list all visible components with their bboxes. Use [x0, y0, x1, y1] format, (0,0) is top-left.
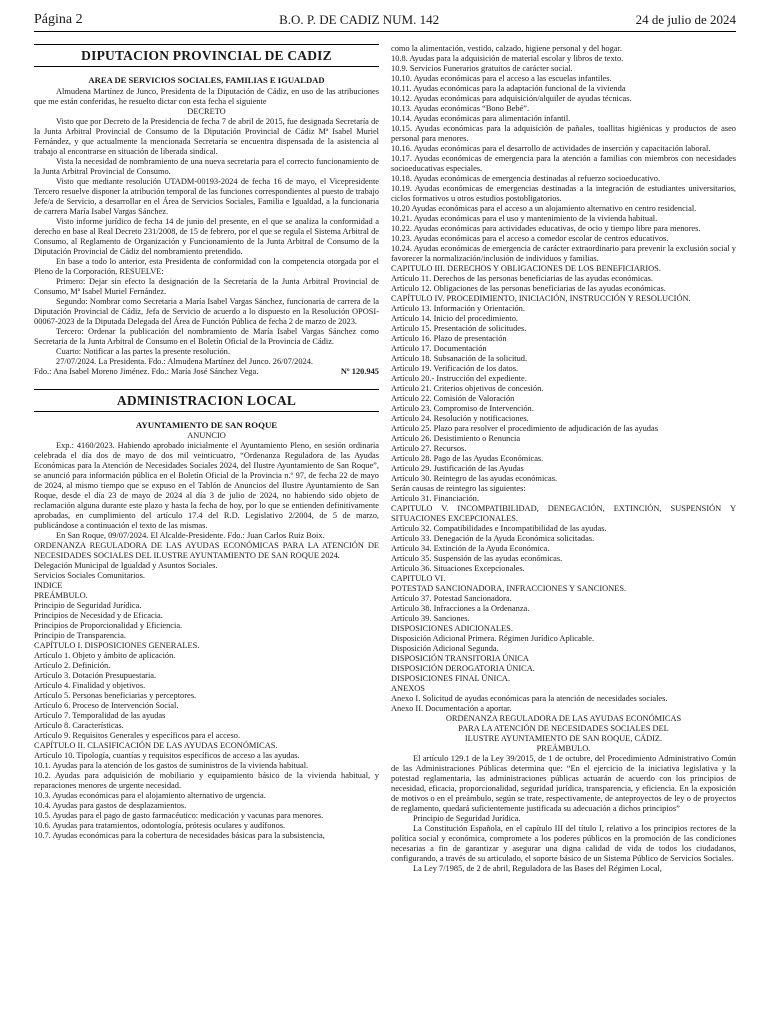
index-line: 10.5. Ayudas para el pago de gasto farmacéutico: medicación y vacunas para menores.	[34, 811, 324, 820]
index-line: Artículo 8. Características.	[34, 721, 124, 730]
index-line: Artículo 21. Criterios objetivos de concesión.	[391, 384, 544, 393]
index-line: Artículo 2. Definición.	[34, 661, 111, 670]
index-line: Servicios Sociales Comunitarios.	[34, 571, 145, 580]
index-line: Artículo 36. Situaciones Excepcionales.	[391, 564, 525, 573]
index-line: PREÁMBULO.	[34, 591, 88, 600]
ordinance-index	[34, 541, 379, 841]
page-columns	[34, 44, 736, 1020]
index-line: 10.22. Ayudas económicas para actividades educativas, de ocio y tiempo libre para menores.	[391, 224, 701, 233]
index-line: Serán causas de reintegro las siguientes:	[391, 484, 526, 493]
index-line: Artículo 34. Extinción de la Ayuda Económica.	[391, 544, 550, 553]
index-line: Disposición Adicional Segunda.	[391, 644, 499, 653]
signature-line	[34, 367, 379, 377]
index-line: CAPÍTULO IV. PROCEDIMIENTO, INICIACIÓN, INSTRUCCIÓN Y RESOLUCIÓN.	[391, 294, 691, 303]
index-line: 10.11. Ayudas económicas para la adaptación funcional de la vivienda	[391, 84, 626, 93]
index-line: 10.8. Ayudas para la adquisición de material escolar y libros de texto.	[391, 54, 624, 63]
ordinance-title-line: ORDENANZA REGULADORA DE LAS AYUDAS ECONÓMICAS	[445, 714, 682, 723]
index-line: Anexo I. Solicitud de ayudas económicas para la atención de necesidades sociales.	[391, 694, 668, 703]
index-line: 10.4. Ayudas para gastos de desplazamientos.	[34, 801, 187, 810]
index-line: CAPÍTULO II. CLASIFICACIÓN DE LAS AYUDAS ECONÓMICAS.	[34, 741, 278, 750]
announcement-number: Nº 120.945	[340, 367, 379, 376]
index-line: Artículo 5. Personas beneficiarias y perceptores.	[34, 691, 197, 700]
decree-paragraph: Visto que mediante resolución UTADM-00193-2024 de fecha 16 de mayo, el Vicepresidente Tercero resuelve disponer la atribución temporal de las funciones correspondientes al puesto de trabajo Jefe/a de Servicio, a desarrollar en el Área de Servicios Sociales, Familia e Igualdad, a la funcionaria de carrera María Isabel Vargas Sánchez.	[34, 177, 379, 216]
index-line: Artículo 15. Presentación de solicitudes.	[391, 324, 527, 333]
index-line: 10.9. Servicios Funerarios gratuitos de carácter social.	[391, 64, 573, 73]
index-line: Artículo 24. Resolución y notificaciones.	[391, 414, 529, 423]
index-line: 10.23. Ayudas económicas para el acceso a comedor escolar de centros educativos.	[391, 234, 669, 243]
index-line: Artículo 1. Objeto y ámbito de aplicación.	[34, 651, 176, 660]
index-line: Artículo 13. Información y Orientación.	[391, 304, 525, 313]
index-line: CAPÍTULO I. DISPOSICIONES GENERALES.	[34, 641, 200, 650]
decree-paragraph: Segundo: Nombrar como Secretaria a María Isabel Vargas Sánchez, funcionaria de carrera de la Diputación Provincial de Cádiz, Jefa de Servicio de acuerdo a lo dispuesto en la Resolución OPOSI-00067-2023 de la Diputada Delegada del Área de Función Pública de fecha 2 de marzo de 2023.	[34, 297, 379, 326]
decree-paragraph: Tercero: Ordenar la publicación del nombramiento de María Isabel Vargas Sánchez como Secretaria de la Junta Arbitral de Consumo en el Boletín Oficial de la Provincia de Cádiz.	[34, 327, 379, 346]
index-line: DISPOSICIÓN TRANSITORIA ÚNICA	[391, 654, 529, 663]
decree-paragraph: Almudena Martínez de Junco, Presidenta de la Diputación de Cádiz, en uso de las atribuciones que me están conferidas, he resuelto dictar con esta fecha el siguiente	[34, 87, 379, 106]
decree-paragraph: En base a todo lo anterior, esta Presidenta de conformidad con la competencia otorgada por el Pleno de la Corporación, RESUELVE:	[34, 257, 379, 276]
section-title-diputacion: DIPUTACION PROVINCIAL DE CADIZ	[34, 44, 379, 67]
index-line: CAPITULO V. INCOMPATIBILIDAD, DENEGACIÓN, EXTINCIÓN, SUSPENSIÓN Y SITUACIONES EXCEPCIONALES.	[391, 504, 736, 523]
publication-title: B.O. P. DE CADIZ NUM. 142	[279, 12, 440, 27]
announcement-kind: ANUNCIO	[187, 431, 226, 440]
preamble-paragraph: La Constitución Española, en el capítulo III del título I, relativo a los principios rectores de la política social y económica, compromete a los poderes públicos en la promoción de las condiciones necesarias a fin de garantizar y asegurar una digna calidad de vida de todos los ciudadanos, configurando, a través de su articulado, el soporte básico de un Sistema Público de Servicios Sociales.	[391, 824, 736, 863]
index-line: como la alimentación, vestido, calzado, higiene personal y del hogar.	[391, 44, 622, 53]
index-line: 10.18. Ayudas económicas de emergencia destinadas al refuerzo socioeducativo.	[391, 174, 661, 183]
index-line: Artículo 17. Documentación	[391, 344, 487, 353]
decree-paragraph: Visto informe jurídico de fecha 14 de junio del presente, en el que se analiza la conformidad a derecho en base al Real Decreto 231/2008, de 15 de febrero, por el que se regula el Sistema Arbitral de Consumo, al Reglamento de Organización y Funcionamiento de la Junta Arbitral de Consumo de la Diputación Provincial de Cádiz del nombramiento pretendido.	[34, 217, 379, 256]
index-line: Artículo 19. Verificación de los datos.	[391, 364, 519, 373]
area-heading: AREA DE SERVICIOS SOCIALES, FAMILIAS E IGUALDAD	[88, 75, 325, 85]
page-header	[34, 10, 736, 32]
publication-date: 24 de julio de 2024	[635, 12, 736, 27]
index-line: ORDENANZA REGULADORA DE LAS AYUDAS ECONÓMICAS PARA LA ATENCIÓN DE NECESIDADES SOCIALES DEL ILUSTRE AYUNTAMIENTO DE SAN ROQUE 2024.	[34, 541, 379, 560]
index-line: 10.21. Ayudas económicas para el uso y mantenimiento de la vivienda habitual.	[391, 214, 658, 223]
index-line: Artículo 31. Financiación.	[391, 494, 479, 503]
index-line: Principio de Seguridad Jurídica.	[34, 601, 142, 610]
decree-paragraph: DECRETO	[187, 107, 226, 116]
preamble-body	[391, 754, 736, 874]
index-line: Artículo 23. Compromiso de Intervención.	[391, 404, 534, 413]
index-line: 10.13. Ayudas económicas “Bono Bebé”.	[391, 104, 530, 113]
index-line: Disposición Adicional Primera. Régimen Jurídico Aplicable.	[391, 634, 595, 643]
index-line: 10.16. Ayudas económicas para el desarrollo de actividades de inserción y capacitación laboral.	[391, 144, 711, 153]
ordinance-title-line: PARA LA ATENCIÓN DE NECESIDADES SOCIALES DEL	[458, 724, 669, 733]
index-line: CAPITULO III. DERECHOS Y OBLIGACIONES DE LOS BENEFICIARIOS.	[391, 264, 661, 273]
index-line: Artículo 11. Derechos de las personas beneficiarias de las ayudas económicas.	[391, 274, 654, 283]
index-line: Artículo 38. Infracciones a la Ordenanza.	[391, 604, 530, 613]
index-line: Artículo 6. Proceso de Intervención Social.	[34, 701, 179, 710]
index-line: Artículo 22. Comisión de Valoración	[391, 394, 515, 403]
index-line: 10.19. Ayudas económicas de emergencias destinadas a la integración de estudiantes universitarios, ciclos formativos u otros estudios postobligatorios.	[391, 184, 736, 203]
index-line: POTESTAD SANCIONADORA, INFRACCIONES Y SANCIONES.	[391, 584, 627, 593]
index-line: 10.6. Ayudas para tratamientos, odontología, prótesis oculares y audífonos.	[34, 821, 286, 830]
index-line: 10.2. Ayudas para adquisición de mobiliario y equipamiento básico de la vivienda habitual, y reparaciones menores de urgente necesidad.	[34, 771, 379, 790]
index-line: 10.17. Ayudas económicas de emergencia para la atención a familias con miembros con necesidades socioeducativas especiales.	[391, 154, 736, 173]
left-column	[34, 44, 379, 1020]
ordinance-index-continued	[391, 44, 736, 714]
index-line: Artículo 33. Denegación de la Ayuda Económica solicitadas.	[391, 534, 595, 543]
index-line: Artículo 39. Sanciones.	[391, 614, 470, 623]
index-line: 10.1. Ayudas para la atención de los gastos de suministros de la vivienda habitual.	[34, 761, 309, 770]
index-line: Principios de Proporcionalidad y Eficiencia.	[34, 621, 183, 630]
announcement-paragraph: En San Roque, 09/07/2024. El Alcalde-Presidente. Fdo.: Juan Carlos Ruiz Boix.	[56, 531, 325, 540]
decree-paragraph: Visto que por Decreto de la Presidencia de fecha 7 de abril de 2015, fue designada Secretaría de la Junta Arbitral Provincial de Consumo de la Diputación Provincial de Cádiz Mª Isabel Muriel Fernández, y que actualmente la mencionada Secretaría se encuentra dispensada de la asistencia al trabajo al encontrarse en situación de liberada sindical.	[34, 117, 379, 156]
decree-paragraph: 27/07/2024. La Presidenta. Fdo.: Almudena Martínez del Junco. 26/07/2024.	[56, 357, 314, 366]
index-line: 10.12. Ayudas económicas para adquisición/alquiler de ayudas técnicas.	[391, 94, 632, 103]
index-line: Artículo 3. Dotación Presupuestaria.	[34, 671, 157, 680]
index-line: DISPOSICIÓN DEROGATORIA ÚNICA.	[391, 664, 535, 673]
index-line: Artículo 32. Compatibilidades e Incompatibilidad de las ayudas.	[391, 524, 607, 533]
index-line: Artículo 25. Plazo para resolver el procedimiento de adjudicación de las ayudas	[391, 424, 658, 433]
index-line: ANEXOS	[391, 684, 425, 693]
index-line: 10.3. Ayudas económicas para el alojamiento alternativo de urgencia.	[34, 791, 266, 800]
index-line: CAPITULO VI.	[391, 574, 446, 583]
index-line: Artículo 20.- Instrucción del expediente.	[391, 374, 527, 383]
announcement-paragraph: Exp.: 4160/2023. Habiendo aprobado inicialmente el Ayuntamiento Pleno, en sesión ordinaria celebrada el día dos de mayo de dos mil veinticuatro, “Ordenanza Reguladora de las Ayudas Económicas para la Atención de Necesidades Sociales 2024, del Ilustre Ayuntamiento de San Roque”, se anunció para información pública en el Boletín Oficial de la Provincia n.º 97, de fecha 22 de mayo de 2024, al mismo tiempo que se expuso en el Tablón de Anuncios del Ilustre Ayuntamiento de San Roque, desde el día 23 de mayo de 2024 al día 3 de julio de 2024, no habiendo sido objeto de reclamación alguna durante este plazo y hasta la fecha de hoy, por lo que se entienden definitivamente aprobadas, en cumplimiento del artículo 17.4 del R.D. Legislativo 2/2004, de 5 de marzo, publicándose a continuación el texto de las mismas.	[34, 441, 379, 530]
index-line: Delegación Municipal de Igualdad y Asuntos Sociales.	[34, 561, 218, 570]
index-line: Artículo 12. Obligaciones de las personas beneficiarias de las ayudas económicas.	[391, 284, 666, 293]
index-line: Artículo 27. Recursos.	[391, 444, 467, 453]
decree-paragraph: Primero: Dejar sin efecto la designación de la Secretaría de la Junta Arbitral Provincial de Consumo, Mª Isabel Muriel Fernández.	[34, 277, 379, 296]
index-line: Artículo 16. Plazo de presentación	[391, 334, 507, 343]
index-line: 10.24. Ayudas económicas de emergencia de carácter extraordinario para prevenir la exclusión social y favorecer la normalización/inclusión de individuos y familias.	[391, 244, 736, 263]
index-line: Artículo 4. Finalidad y objetivos.	[34, 681, 146, 690]
preamble-paragraph: La Ley 7/1985, de 2 de abril, Reguladora de las Bases del Régimen Local,	[413, 864, 662, 873]
index-line: 10.20 Ayudas económicas para el acceso a un alojamiento alternativo en centro residencial.	[391, 204, 697, 213]
index-line: Artículo 35. Suspensión de las ayudas económicas.	[391, 554, 563, 563]
section-title-administracion-local: ADMINISTRACION LOCAL	[34, 389, 379, 412]
index-line: Artículo 7. Temporalidad de las ayudas	[34, 711, 166, 720]
ordinance-title-line: ILUSTRE AYUNTAMIENTO DE SAN ROQUE, CÁDIZ.	[464, 734, 663, 743]
preamble-paragraph: El artículo 129.1 de la Ley 39/2015, de 1 de octubre, del Procedimiento Administrativo Común de las Administraciones Públicas determina que: “En el ejercicio de la iniciativa legislativa y la potestad reglamentaria, las administraciones públicas actuarán de acuerdo con los principios de necesidad, eficacia, proporcionalidad, seguridad jurídica, transparencia, y eficiencia. En la exposición de motivos o en el preámbulo, según se trate, respectivamente, de anteproyectos de ley o de proyectos de reglamento, quedará suficientemente justificada su adecuación a dichos principios”	[391, 754, 736, 813]
index-line: DISPOSICIONES ADICIONALES.	[391, 624, 513, 633]
index-line: 10.15. Ayudas económicas para la adquisición de pañales, toallitas higiénicas y productos de aseo personal para menores.	[391, 124, 736, 143]
index-line: Artículo 30. Reintegro de las ayudas económicas.	[391, 474, 558, 483]
index-line: Artículo 28. Pago de las Ayudas Económicas.	[391, 454, 544, 463]
right-column	[391, 44, 736, 1020]
page-number: Página 2	[34, 12, 83, 27]
index-line: Artículo 18. Subsanación de la solicitud.	[391, 354, 528, 363]
organization-heading: AYUNTAMIENTO DE SAN ROQUE	[135, 420, 278, 430]
index-line: 10.10. Ayudas económicas para el acceso a las escuelas infantiles.	[391, 74, 612, 83]
signatories: Fdo.: Ana Isabel Moreno Jiménez. Fdo.: María José Sánchez Vega.	[34, 367, 259, 376]
index-line: Artículo 14. Inicio del procedimiento.	[391, 314, 518, 323]
index-line: INDICE	[34, 581, 63, 590]
index-line: Principios de Necesidad y de Eficacia.	[34, 611, 163, 620]
announcement-body	[34, 441, 379, 541]
index-line: Artículo 26. Desistimiento o Renuncia	[391, 434, 521, 443]
index-line: 10.7. Ayudas económicas para la cobertura de necesidades básicas para la subsistencia,	[34, 831, 325, 840]
index-line: 10.14. Ayudas económicas para alimentación infantil.	[391, 114, 571, 123]
index-line: Artículo 10. Tipología, cuantías y requisitos específicos de acceso a las ayudas.	[34, 751, 300, 760]
index-line: Anexo II. Documentación a aportar.	[391, 704, 512, 713]
decree-paragraph: Cuarto: Notificar a las partes la presente resolución.	[56, 347, 230, 356]
decree-body	[34, 87, 379, 367]
index-line: Principio de Transparencia.	[34, 631, 126, 640]
ordinance-title	[391, 714, 736, 754]
index-line: Artículo 9. Requisitos Generales y específicos para el acceso.	[34, 731, 241, 740]
index-line: Artículo 37. Potestad Sancionadora.	[391, 594, 512, 603]
index-line: Artículo 29. Justificación de las Ayudas	[391, 464, 524, 473]
preamble-paragraph: Principio de Seguridad Jurídica.	[413, 814, 521, 823]
decree-paragraph: Vista la necesidad de nombramiento de una nueva secretaria para el correcto funcionamiento de la Junta Arbitral Provincial de Consumo.	[34, 157, 379, 176]
ordinance-title-line: PREÁMBULO.	[536, 744, 591, 753]
index-line: DISPOSICIONES FINAL ÚNICA.	[391, 674, 511, 683]
